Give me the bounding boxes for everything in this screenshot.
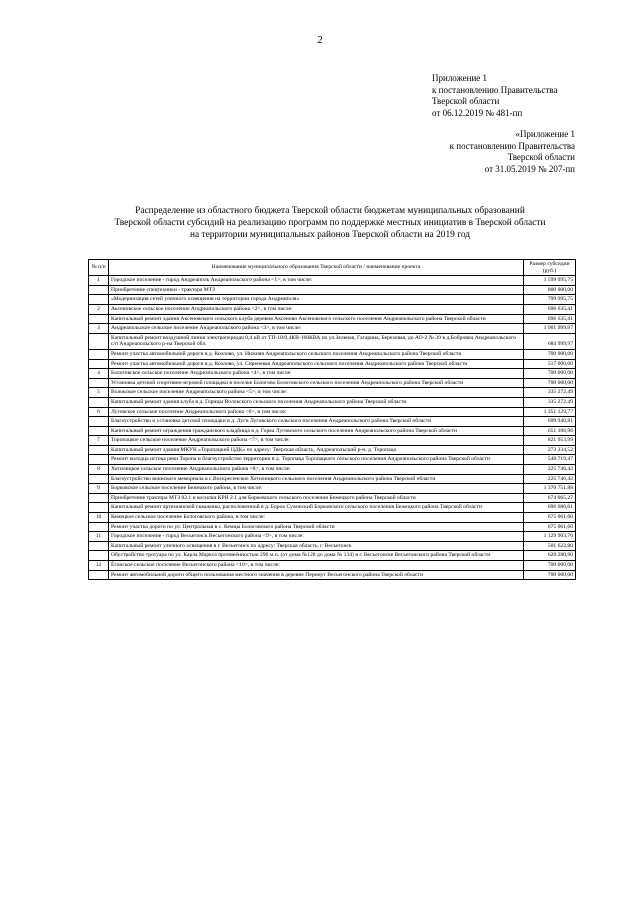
row-name: Приобретение спецтехники - трактора МТЗ xyxy=(109,285,524,295)
row-name: Борковское сельское поселение Бежецкого района, в том числе: xyxy=(109,484,524,494)
table-row xyxy=(89,513,576,523)
row-name: «Модернизация сетей уличного освещения на территории города Андреаполя» xyxy=(109,295,524,305)
row-amount: 684 999,97 xyxy=(524,333,576,349)
title-line: Тверской области субсидий на реализацию программ по поддержке местных инициатив в Тверской области xyxy=(114,218,546,228)
table-row xyxy=(89,551,576,561)
table-row xyxy=(89,532,576,542)
row-name: Установка детской спортивно-игровой площадки в поселке Бологово Бологовского сельского поселения Андреапольского района Тверской области xyxy=(109,378,524,388)
row-name: Торопацкое сельское поселение Андреапольского района <7>, в том числе: xyxy=(109,436,524,446)
row-number: 5 xyxy=(89,388,109,398)
row-amount: 225 746,42 xyxy=(524,465,576,475)
row-amount: 1 129 903,70 xyxy=(524,532,576,542)
row-amount: 700 000,00 xyxy=(524,378,576,388)
page-number: 2 xyxy=(317,34,323,46)
row-amount: 700 000,00 xyxy=(524,369,576,379)
row-amount: 335 272,49 xyxy=(524,397,576,407)
row-name: Ремонт участка автомобильной дороги в д. Козлово, ул. Сиреневая Андреапольского сельского поселения Андреапольского района Тверской области xyxy=(109,359,524,369)
row-number: 6 xyxy=(89,407,109,417)
row-number xyxy=(89,295,109,305)
appendix-block-original xyxy=(440,129,575,175)
title-line: Распределение из областного бюджета Тверской области бюджетам муниципальных образований xyxy=(135,206,525,216)
table-row xyxy=(89,426,576,436)
table-row xyxy=(89,484,576,494)
row-amount: 700 000,00 xyxy=(524,561,576,571)
row-amount: 696 686,61 xyxy=(524,503,576,513)
table-row xyxy=(89,493,576,503)
appendix-line: к постановлению Правительства xyxy=(449,140,575,151)
row-number xyxy=(89,417,109,427)
table-row xyxy=(89,333,576,349)
row-name: Луговское сельское поселение Андреапольского района <6>, в том числе: xyxy=(109,407,524,417)
row-name: Обустройство тротуара по ул. Карла Маркса протяжённостью 290 м.п. (от дома №128 до дома № 134) в г. Весьегонске Весьегонского района Тверской области xyxy=(109,551,524,561)
row-name: Благоустройство и установка детской площадки в д. Луги Луговского сельского поселения Андреапольского района Тверской области xyxy=(109,417,524,427)
appendix-line: Тверской области xyxy=(432,96,500,106)
appendix-line: Приложение 1 xyxy=(432,73,488,83)
row-amount: 821 953,99 xyxy=(524,436,576,446)
row-number xyxy=(89,359,109,369)
row-number xyxy=(89,541,109,551)
row-name: Ёгонское сельское поселение Весьегонского района <10>, в том числе: xyxy=(109,561,524,571)
table-row xyxy=(89,285,576,295)
row-number xyxy=(89,551,109,561)
row-amount: 225 746,42 xyxy=(524,474,576,484)
row-name: Андреапольское сельское поселение Андреапольского района <3>, в том числе: xyxy=(109,324,524,334)
table-header-row xyxy=(89,260,576,276)
row-number: 11 xyxy=(89,532,109,542)
row-name: Ремонт участка дороги по ул. Центральная в с. Кемцы Бологовского района Тверской области xyxy=(109,522,524,532)
table-row xyxy=(89,503,576,513)
row-amount: 675 061,60 xyxy=(524,522,576,532)
row-amount: 335 272,49 xyxy=(524,388,576,398)
row-name: Приобретение трактора МТЗ 82.1 и косилки КРН 2.1 для Борковского сельского поселения Бежецкого района Тверской области xyxy=(109,493,524,503)
row-amount: 700 000,00 xyxy=(524,570,576,580)
table-row xyxy=(89,474,576,484)
table-row xyxy=(89,445,576,455)
row-amount: 1 351 129,77 xyxy=(524,407,576,417)
row-amount: 675 061,60 xyxy=(524,513,576,523)
row-amount: 628 280,90 xyxy=(524,551,576,561)
row-name: Капитальный ремонт здания Аксеновского сельского клуба деревня Аксеново Аксеновского сельского поселения Андреапольского района Тверской области xyxy=(109,314,524,324)
table-row xyxy=(89,276,576,286)
appendix-line: от 06.12.2019 № 481-пп xyxy=(432,107,523,118)
appendix-line: Тверской области xyxy=(507,152,575,162)
row-number xyxy=(89,493,109,503)
row-number xyxy=(89,522,109,532)
row-number: 12 xyxy=(89,561,109,571)
row-amount: 696 635,41 xyxy=(524,314,576,324)
appendix-line: «Приложение 1 xyxy=(515,129,575,139)
row-name: Ремонт колодца истока реки Торопа и благоустройство территории в д. Торопаца Торопацкого сельского поселения Андреапольского района Тверской области xyxy=(109,455,524,465)
row-number xyxy=(89,285,109,295)
subsidy-table xyxy=(88,259,576,580)
row-number: 9 xyxy=(89,484,109,494)
row-number: 2 xyxy=(89,304,109,314)
row-name: Ремонт автомобильной дороги общего пользования местного значения в деревне Перемут Весьегонского района Тверской области xyxy=(109,570,524,580)
row-amount: 799 995,75 xyxy=(524,295,576,305)
table-row xyxy=(89,407,576,417)
table-row xyxy=(89,397,576,407)
appendix-line: от 31.05.2019 № 207-пп xyxy=(484,163,575,174)
row-number xyxy=(89,397,109,407)
row-number xyxy=(89,474,109,484)
row-name: Городское поселение - город Андреаполь Андреапольского района <1>, в том числе: xyxy=(109,276,524,286)
row-number xyxy=(89,378,109,388)
table-row xyxy=(89,561,576,571)
table-row xyxy=(89,324,576,334)
row-amount: 699 940,81 xyxy=(524,417,576,427)
appendix-block-new xyxy=(432,73,557,119)
row-amount: 700 000,00 xyxy=(524,349,576,359)
row-amount: 696 635,41 xyxy=(524,304,576,314)
table-row xyxy=(89,541,576,551)
row-number: 8 xyxy=(89,465,109,475)
row-number: 4 xyxy=(89,369,109,379)
row-name: Капитальный ремонт артезианской скважины, расположенной в д. Борок Сулежский Борковского сельского поселения Бежецкого района Тверской области xyxy=(109,503,524,513)
row-number: 1 xyxy=(89,276,109,286)
row-name: Аксеновское сельское поселение Андреапольского района <2>, в том числе: xyxy=(109,304,524,314)
table-row xyxy=(89,455,576,465)
table-row xyxy=(89,304,576,314)
row-number: 7 xyxy=(89,436,109,446)
row-name: Капитальный ремонт ограждения гражданского кладбища в д. Горка Луговского сельского поселения Андреапольского района Тверской области xyxy=(109,426,524,436)
table-row xyxy=(89,522,576,532)
row-amount: 674 065,27 xyxy=(524,493,576,503)
row-name: Капитальный ремонт здания МКУК «Торопацкий ЦДК» по адресу: Тверская область, Андреапольский р-н, д. Торопаца xyxy=(109,445,524,455)
row-number xyxy=(89,445,109,455)
header-amount: Размер субсидии (руб.) xyxy=(524,260,576,276)
document-title xyxy=(70,205,590,241)
row-amount: 1 901 999,97 xyxy=(524,324,576,334)
table-row xyxy=(89,465,576,475)
row-amount: 273 234,52 xyxy=(524,445,576,455)
table-row xyxy=(89,436,576,446)
table-row xyxy=(89,314,576,324)
row-name: Капитальный ремонт воздушной линии электропередач 0,4 кВ от ТП-10/0,4КВ-160КВА по ул.Зеленая, Гагарина, Березовая, до АО-2 № 39 в д.Бобровец Андреапольского с/п Андреапольского р-на Тверской обл. xyxy=(109,333,524,349)
row-name: Волокское сельское поселение Андреапольского района <5>, в том числе: xyxy=(109,388,524,398)
table-row xyxy=(89,417,576,427)
header-name: Наименование муниципального образования Тверской области / наименование проекта xyxy=(109,260,524,276)
row-amount: 1 599 995,75 xyxy=(524,276,576,286)
row-amount: 501 622,80 xyxy=(524,541,576,551)
row-name: Городское поселение - город Весьегонск Весьегонского района <9>, в том числе: xyxy=(109,532,524,542)
table-row xyxy=(89,359,576,369)
row-amount: 800 000,00 xyxy=(524,285,576,295)
row-name: Хотилицкое сельское поселение Андреапольского района <8>, в том числе: xyxy=(109,465,524,475)
row-amount: 1 370 751,88 xyxy=(524,484,576,494)
row-number xyxy=(89,503,109,513)
table-body xyxy=(89,276,576,580)
row-number xyxy=(89,426,109,436)
row-amount: 548 719,47 xyxy=(524,455,576,465)
row-name: Благоустройство воинского мемориала в с.Воскресенское Хотилицкого сельского поселения Андреапольского района Тверской области xyxy=(109,474,524,484)
row-number: 3 xyxy=(89,324,109,334)
row-name: Бологовское сельское поселение Андреапольского района <4>, в том числе: xyxy=(109,369,524,379)
row-amount: 517 000,00 xyxy=(524,359,576,369)
row-name: Капитальный ремонт уличного освещения в г. Весьегонск по адресу: Тверская область, г. Весьегонск xyxy=(109,541,524,551)
row-name: Капитальный ремонт здания клуба в д. Горицы Волокского сельского поселения Андреапольского района Тверской области xyxy=(109,397,524,407)
row-amount: 651 188,96 xyxy=(524,426,576,436)
row-name: Кемецкое сельское поселение Бологовского района, в том числе: xyxy=(109,513,524,523)
title-line: на территории муниципальных районов Тверской области на 2019 год xyxy=(189,230,471,240)
table-row xyxy=(89,378,576,388)
row-number xyxy=(89,333,109,349)
appendix-line: к постановлению Правительства xyxy=(432,84,558,95)
row-number xyxy=(89,455,109,465)
table-row xyxy=(89,570,576,580)
row-number xyxy=(89,570,109,580)
table-row xyxy=(89,295,576,305)
table-row xyxy=(89,388,576,398)
row-number xyxy=(89,349,109,359)
header-num: № п/п xyxy=(89,260,109,276)
row-name: Ремонт участка автомобильной дороги в д. Козлово, ул. Нижняя Андреапольского сельского поселения Андреапольского района Тверской области xyxy=(109,349,524,359)
row-number xyxy=(89,314,109,324)
table-row xyxy=(89,369,576,379)
table-row xyxy=(89,349,576,359)
row-number: 10 xyxy=(89,513,109,523)
